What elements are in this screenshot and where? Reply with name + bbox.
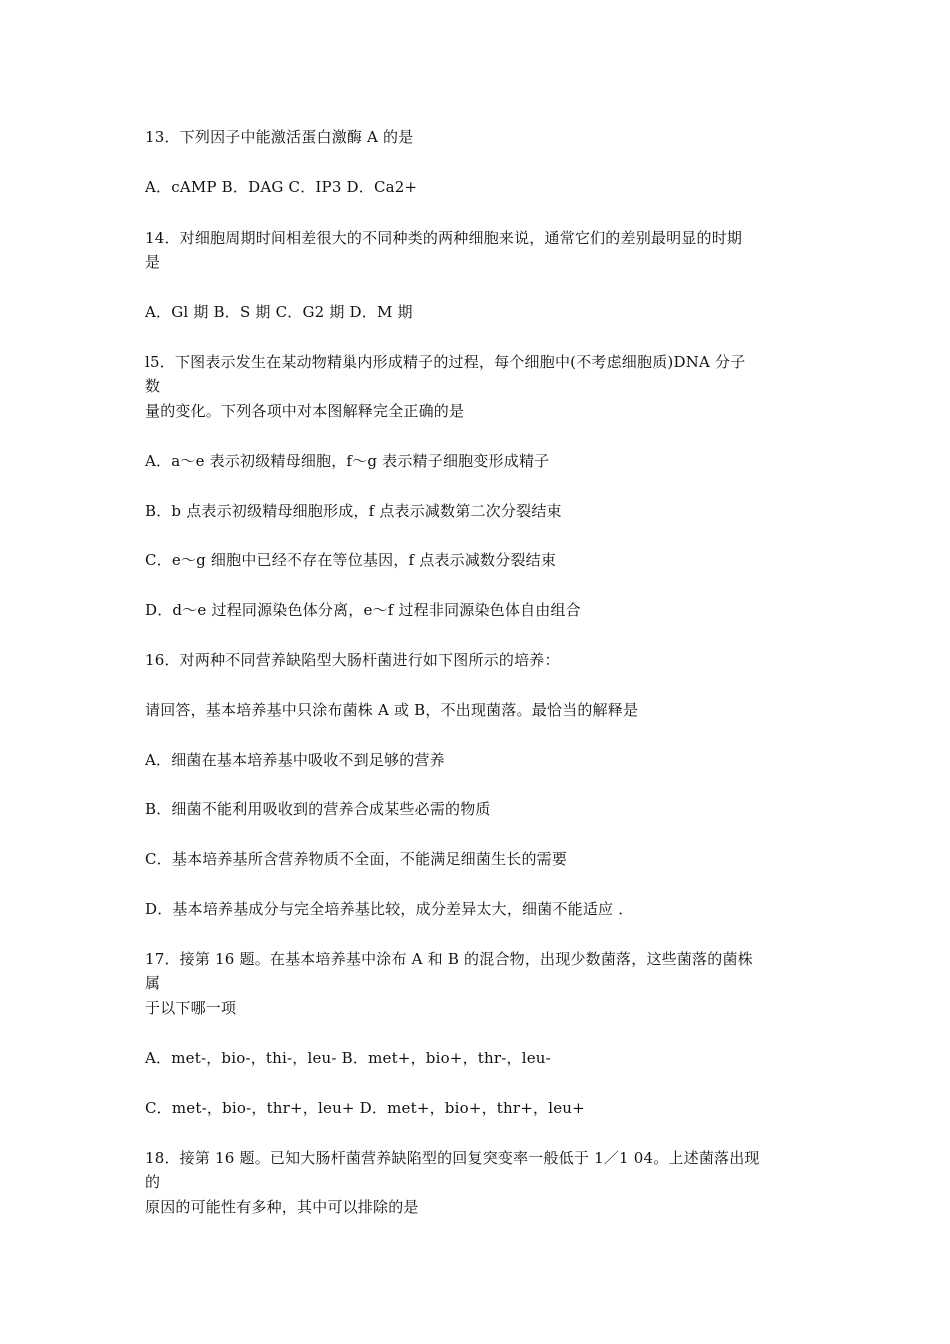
question-14-stem-continued: 是: [145, 253, 161, 271]
question-17-options-cd: C．met-，bio-，thr+，leu+ D．met+，bio+，thr+，leu+: [145, 1099, 585, 1117]
question-15-option-a: A．a～e 表示初级精母细胞，f～g 表示精子细胞变形成精子: [145, 452, 550, 470]
question-15-option-b: B．b 点表示初级精母细胞形成，f 点表示减数第二次分裂结束: [145, 502, 562, 520]
question-13-stem: 13．下列因子中能激活蛋白激酶 A 的是: [145, 128, 414, 146]
question-15-option-d: D．d～e 过程同源染色体分离，e～f 过程非同源染色体自由组合: [145, 601, 581, 619]
question-17-stem-continued: 属: [145, 974, 161, 992]
question-18-stem: 18．接第 16 题。已知大肠杆菌营养缺陷型的回复突变率一般低于 1／1 04。上述菌落出现: [145, 1149, 760, 1167]
question-18-stem-continued: 的: [145, 1173, 161, 1191]
question-14-stem: 14．对细胞周期时间相差很大的不同种类的两种细胞来说，通常它们的差别最明显的时期: [145, 229, 743, 247]
question-16-option-b: B．细菌不能利用吸收到的营养合成某些必需的物质: [145, 800, 491, 818]
question-16-option-a: A．细菌在基本培养基中吸收不到足够的营养: [145, 751, 445, 769]
question-15-stem: l5．下图表示发生在某动物精巢内形成精子的过程，每个细胞中(不考虑细胞质)DNA 分子: [145, 353, 746, 371]
question-15-stem-continued: 数: [145, 377, 161, 395]
question-16-prompt: 请回答，基本培养基中只涂布菌株 A 或 B，不出现菌落。最恰当的解释是: [145, 701, 639, 719]
question-15-stem-continued-2: 量的变化。下列各项中对本图解释完全正确的是: [145, 402, 465, 420]
question-13-options: A．cAMP B．DAG C．IP3 D．Ca2+: [145, 178, 418, 196]
question-15-option-c: C．e～g 细胞中已经不存在等位基因，f 点表示减数分裂结束: [145, 551, 557, 569]
question-18-stem-continued-2: 原因的可能性有多种，其中可以排除的是: [145, 1198, 419, 1216]
question-16-option-c: C．基本培养基所含营养物质不全面，不能满足细菌生长的需要: [145, 850, 568, 868]
question-17-stem-continued-2: 于以下哪一项: [145, 999, 237, 1017]
question-17-stem: 17．接第 16 题。在基本培养基中涂布 A 和 B 的混合物，出现少数菌落，这些菌落的菌株: [145, 950, 753, 968]
question-16-option-d: D．基本培养基成分与完全培养基比较，成分差异太大，细菌不能适应 ．: [145, 900, 634, 918]
question-17-options-ab: A．met-，bio-，thi-，leu- B．met+，bio+，thr-，leu-: [145, 1049, 551, 1067]
question-16-stem: 16．对两种不同营养缺陷型大肠杆菌进行如下图所示的培养：: [145, 651, 560, 669]
question-14-options: A．Gl 期 B．S 期 C．G2 期 D．M 期: [145, 303, 413, 321]
